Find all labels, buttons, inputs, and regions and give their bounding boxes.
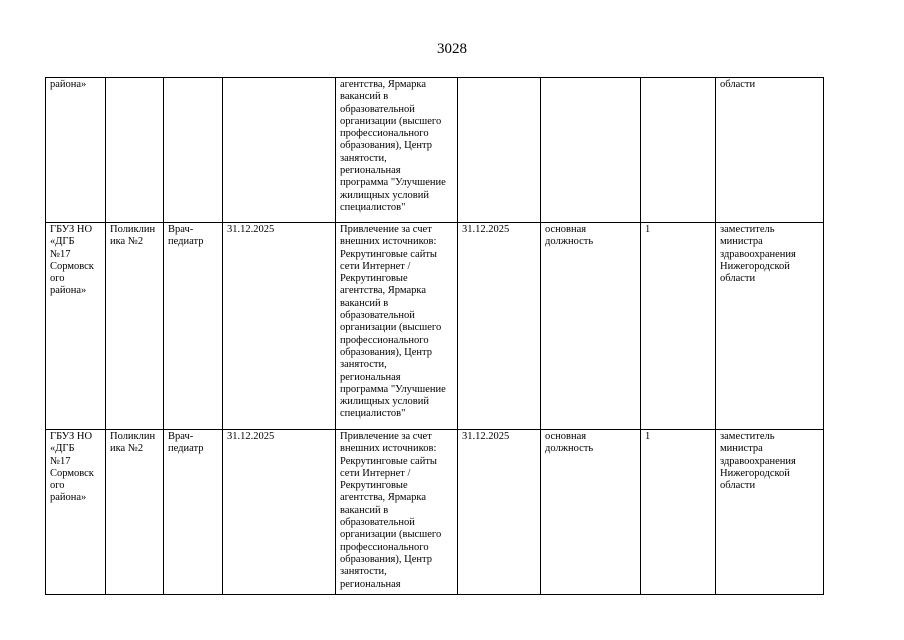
cell-position-type: основная должность <box>541 430 641 595</box>
cell-date: 31.12.2025 <box>223 223 336 430</box>
staffing-table <box>45 77 824 595</box>
cell-department <box>106 78 164 223</box>
cell-deadline: 31.12.2025 <box>458 223 541 430</box>
cell-position: Врач- педиатр <box>164 223 223 430</box>
table-row <box>46 78 824 223</box>
cell-date <box>223 78 336 223</box>
cell-deadline: 31.12.2025 <box>458 430 541 595</box>
cell-responsible: области <box>716 78 824 223</box>
cell-organization: района» <box>46 78 106 223</box>
cell-responsible: заместитель министра здравоохранения Нижегородской области <box>716 430 824 595</box>
cell-method: агентства, Ярмарка вакансий в образовательной организации (высшего профессионального образования), Центр занятости, региональная программа "Улучшение жилищных условий специалистов" <box>336 78 458 223</box>
cell-position-type <box>541 78 641 223</box>
cell-position: Врач- педиатр <box>164 430 223 595</box>
cell-count <box>641 78 716 223</box>
page-number: 3028 <box>437 41 467 57</box>
cell-method: Привлечение за счет внешних источников: Рекрутинговые сайты сети Интернет / Рекрутинговые агентства, Ярмарка вакансий в образовательной организации (высшего профессионального образования), Центр занятости, региональная <box>336 430 458 595</box>
cell-deadline <box>458 78 541 223</box>
table-row <box>46 430 824 595</box>
cell-count: 1 <box>641 223 716 430</box>
table-row <box>46 223 824 430</box>
cell-organization: ГБУЗ НО «ДГБ №17 Сормовск ого района» <box>46 430 106 595</box>
cell-method: Привлечение за счет внешних источников: Рекрутинговые сайты сети Интернет / Рекрутинговые агентства, Ярмарка вакансий в образовательной организации (высшего профессионального образования), Центр занятости, региональная программа "Улучшение жилищных условий специалистов" <box>336 223 458 430</box>
cell-responsible: заместитель министра здравоохранения Нижегородской области <box>716 223 824 430</box>
cell-position <box>164 78 223 223</box>
cell-department: Поликлин ика №2 <box>106 223 164 430</box>
cell-position-type: основная должность <box>541 223 641 430</box>
cell-date: 31.12.2025 <box>223 430 336 595</box>
cell-count: 1 <box>641 430 716 595</box>
cell-organization: ГБУЗ НО «ДГБ №17 Сормовск ого района» <box>46 223 106 430</box>
cell-department: Поликлин ика №2 <box>106 430 164 595</box>
